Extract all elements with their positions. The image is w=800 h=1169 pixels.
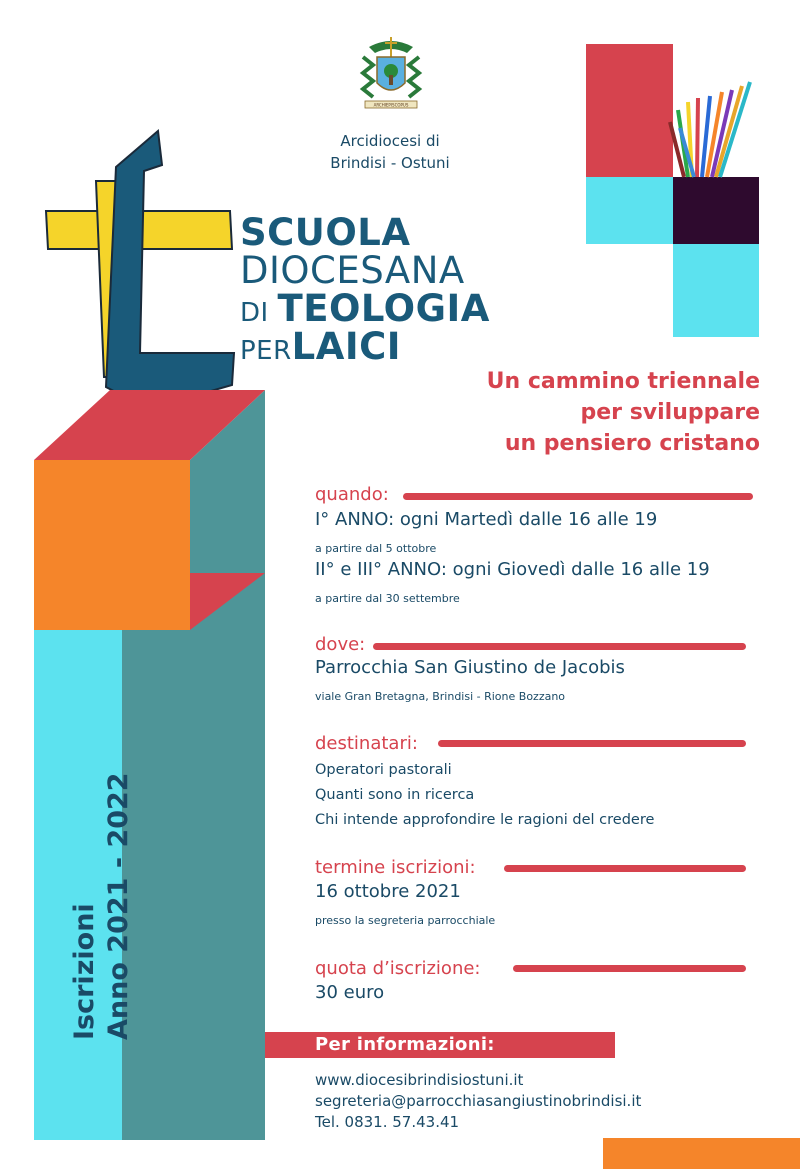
- quando-label: quando:: [315, 484, 389, 505]
- title-laici: PERLAICI: [240, 325, 402, 368]
- phone-number[interactable]: Tel. 0831. 57.43.41: [315, 1113, 460, 1131]
- title-diocesana: DIOCESANA: [240, 249, 465, 292]
- pencils-icon: [670, 82, 750, 177]
- quota-value: 30 euro: [315, 982, 385, 1003]
- dove-label: dove:: [315, 634, 366, 655]
- decorative-squares: [580, 40, 770, 340]
- quota-label: quota d’iscrizione:: [315, 958, 481, 979]
- cross-logo-icon: [40, 125, 240, 415]
- email-link[interactable]: segreteria@parrocchiasangiustinobrindisi.it: [315, 1092, 642, 1110]
- iscrizioni-vertical: Iscrizioni Anno 2021 - 2022: [69, 772, 134, 1040]
- destinatari-bar: [438, 740, 746, 747]
- title-scuola: SCUOLA: [240, 211, 411, 254]
- termine-label: termine iscrizioni:: [315, 857, 476, 878]
- destinatari-item: Operatori pastorali: [315, 762, 452, 778]
- destinatari-item: Quanti sono in ricerca: [315, 787, 475, 803]
- tagline: Un cammino triennale per sviluppare un pensiero cristano: [486, 369, 760, 456]
- anno1-note: a partire dal 5 ottobre: [315, 542, 437, 555]
- diocese-name: [300, 130, 480, 174]
- destinatari-item: Chi intende approfondire le ragioni del credere: [315, 812, 655, 828]
- termine-date: 16 ottobre 2021: [315, 881, 461, 902]
- title-teologia: DI TEOLOGIA: [240, 287, 490, 330]
- website-link[interactable]: www.diocesibrindisiostuni.it: [315, 1071, 524, 1089]
- diocese-line2: Brindisi - Ostuni: [330, 154, 450, 172]
- crest-caption: ARCHIEPISCOPUS: [373, 102, 409, 108]
- diocese-crest-icon: [355, 35, 427, 115]
- termine-note: presso la segreteria parrocchiale: [315, 914, 496, 927]
- anno23-note: a partire dal 30 settembre: [315, 592, 460, 605]
- quando-bar: [403, 493, 753, 500]
- diocese-line1: Arcidiocesi di: [340, 132, 440, 150]
- dove-bar: [373, 643, 746, 650]
- destinatari-label: destinatari:: [315, 733, 418, 754]
- anno1-schedule: I° ANNO: ogni Martedì dalle 16 alle 19: [315, 509, 658, 530]
- dove-address: viale Gran Bretagna, Brindisi - Rione Bozzano: [315, 690, 566, 703]
- termine-bar: [504, 865, 746, 872]
- info-heading: Per informazioni:: [315, 1034, 495, 1055]
- decorative-orange-strip: [603, 1138, 800, 1169]
- dove-place: Parrocchia San Giustino de Jacobis: [315, 657, 625, 678]
- quota-bar: [513, 965, 746, 972]
- anno23-schedule: II° e III° ANNO: ogni Giovedì dalle 16 alle 19: [315, 559, 710, 580]
